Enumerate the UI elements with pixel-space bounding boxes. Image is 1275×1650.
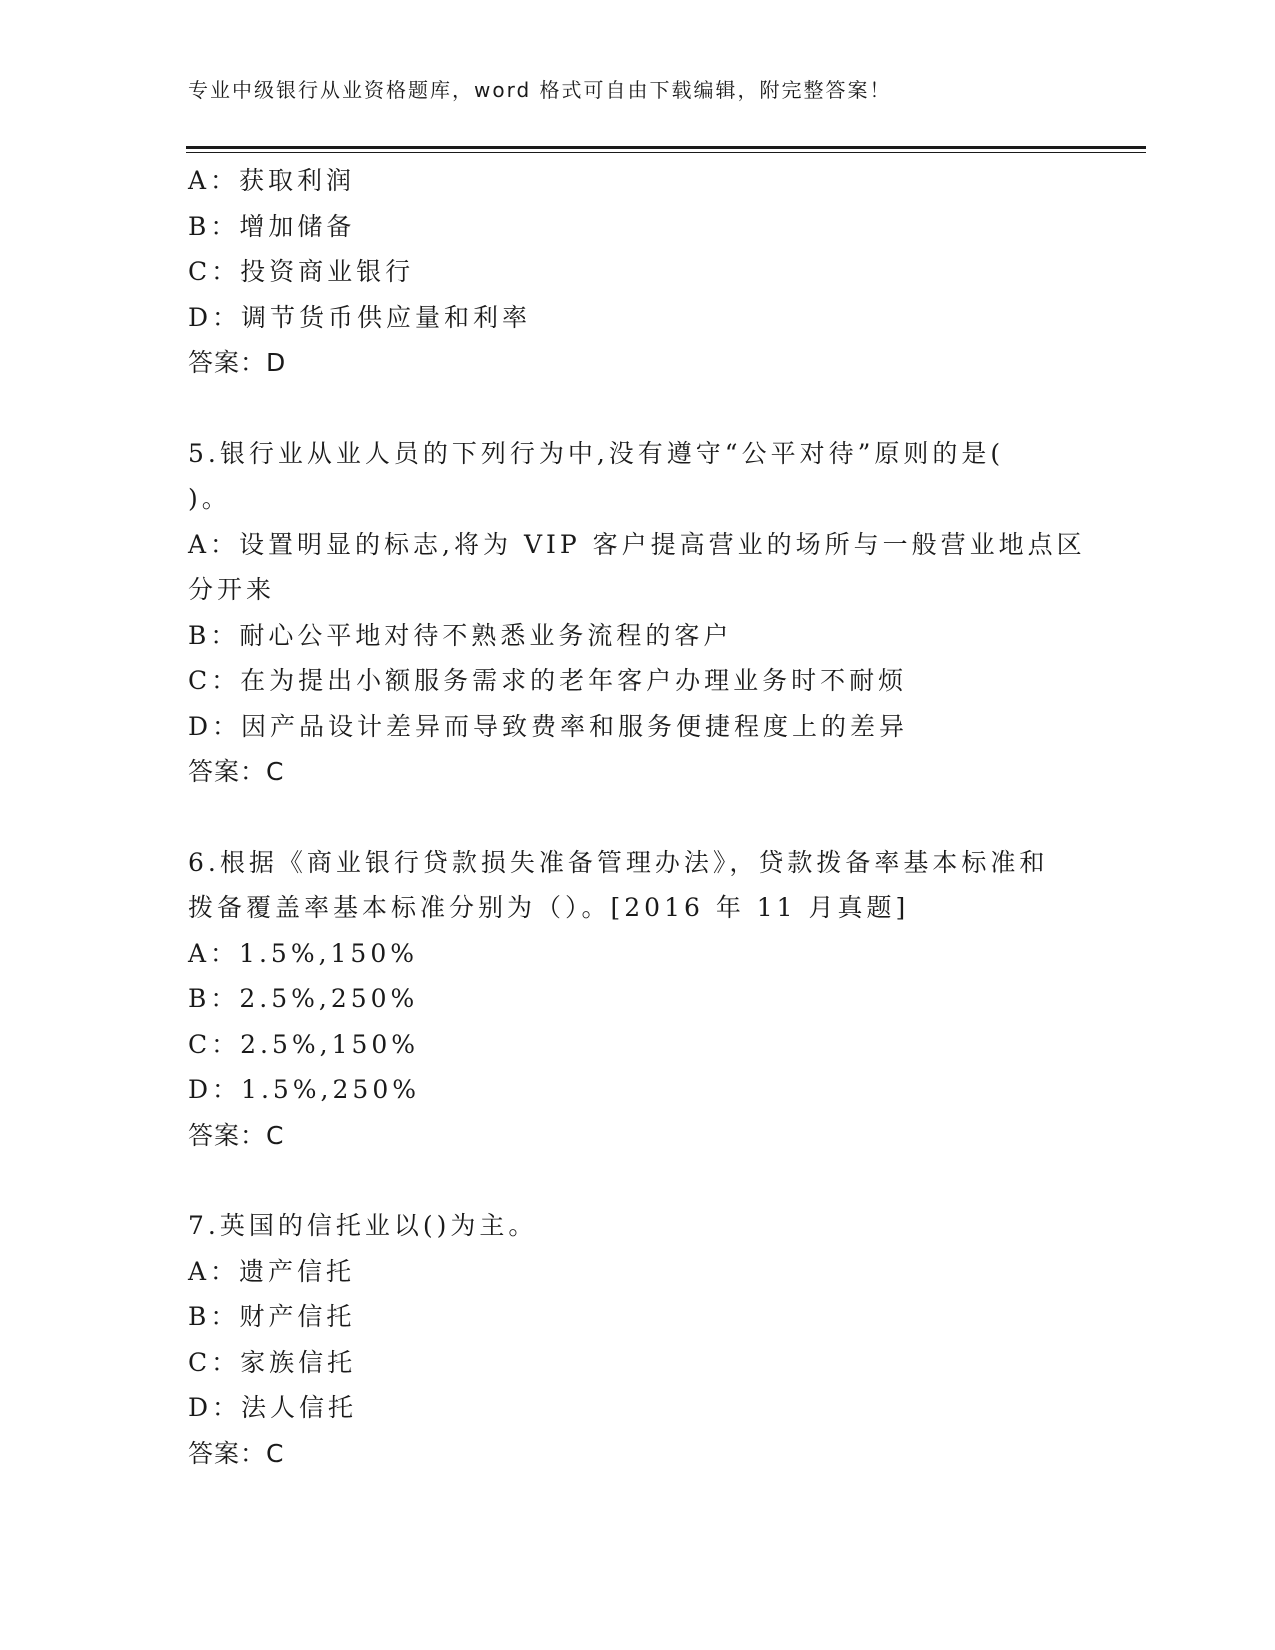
question-4 [188,158,1068,386]
question-6 [188,840,1068,1159]
answer: 答案：C [188,1438,285,1468]
option-a: A：1.5%,150% [188,938,418,968]
option-a: A：获取利润 [188,166,356,195]
option-c: C：投资商业银行 [188,257,415,286]
option-b: B：增加储备 [188,211,356,241]
option-c: C：2.5%,150% [188,1029,420,1059]
question-stem-continued: 拨备覆盖率基本标准分别为（）。[2016 年 11 月真题] [188,893,910,922]
option-b: B：耐心公平地对待不熟悉业务流程的客户 [188,620,733,650]
option-d: D：1.5%,250% [188,1075,420,1104]
header-rule-thin [186,152,1146,153]
answer: 答案：C [188,757,285,786]
spacer [188,386,1068,431]
option-c: C：在为提出小额服务需求的老年客户办理业务时不耐烦 [188,666,908,695]
question-7 [188,1203,1068,1476]
spacer [188,795,1068,840]
spacer [188,1158,1068,1203]
option-b: B：财产信托 [188,1302,356,1331]
question-list [188,158,1086,1476]
answer: 答案：D [188,348,287,377]
option-a: A：遗产信托 [188,1256,356,1286]
question-stem-continued: )。 [188,484,231,513]
question-5 [188,431,1086,795]
question-stem: 6.根据《商业银行贷款损失准备管理办法》，贷款拨备率基本标准和 [188,847,1049,877]
answer: 答案：C [188,1120,285,1150]
question-stem: 5.银行业从业人员的下列行为中,没有遵守“公平对待”原则的是( [188,438,1005,468]
option-b: B：2.5%,250% [188,984,419,1013]
option-d: D：法人信托 [188,1393,358,1422]
option-d: D：调节货币供应量和利率 [188,302,532,332]
option-d: D：因产品设计差异而导致费率和服务便捷程度上的差异 [188,711,909,741]
option-a-continued: 分开来 [188,575,276,604]
option-c: C：家族信托 [188,1347,357,1377]
question-stem: 7.英国的信托业以()为主。 [188,1211,538,1240]
option-a: A：设置明显的标志,将为 VIP 客户提高营业的场所与一般营业地点区 [188,529,1086,559]
header-rule-thick [186,146,1146,149]
page-header: 专业中级银行从业资格题库，word 格式可自由下载编辑，附完整答案！ [188,78,892,102]
